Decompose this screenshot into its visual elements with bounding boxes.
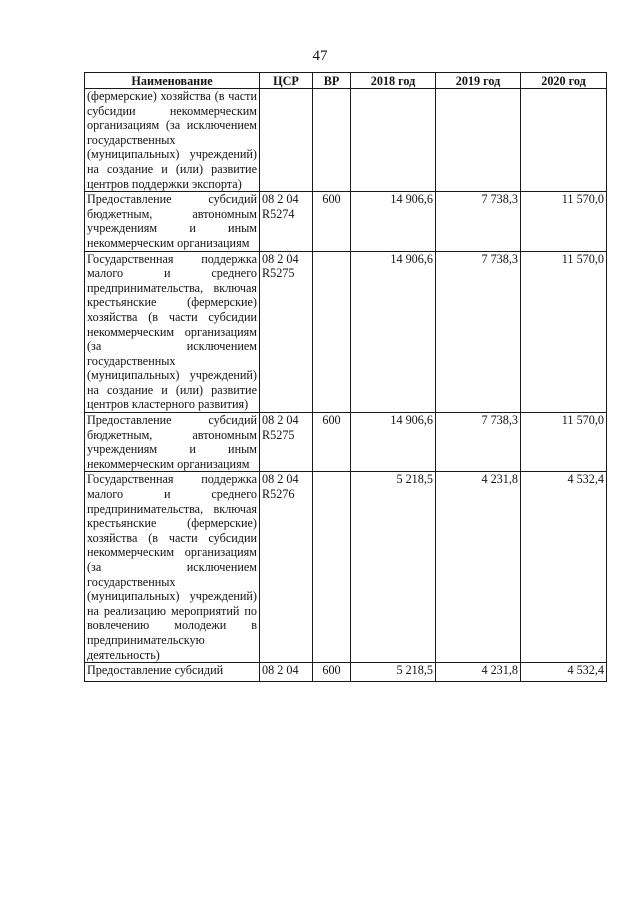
row-2020: 4 532,4	[521, 472, 607, 663]
table-row	[85, 251, 607, 413]
row-name: Предоставление субсидий	[85, 663, 260, 682]
header-2019: 2019 год	[436, 73, 521, 89]
row-2018: 14 906,6	[351, 251, 436, 413]
row-2019: 4 231,8	[436, 663, 521, 682]
row-2019: 7 738,3	[436, 413, 521, 472]
header-csr: ЦСР	[260, 73, 313, 89]
table-row	[85, 663, 607, 682]
table-row	[85, 413, 607, 472]
row-vr	[313, 89, 351, 192]
row-vr	[313, 472, 351, 663]
header-2020: 2020 год	[521, 73, 607, 89]
header-name: Наименование	[85, 73, 260, 89]
row-2019: 4 231,8	[436, 472, 521, 663]
row-csr: 08 2 04 R5275	[260, 251, 313, 413]
row-csr	[260, 89, 313, 192]
row-2018: 5 218,5	[351, 472, 436, 663]
row-name: Государственная поддержка малого и среднего предпринимательства, включая крестьянские (фермерские) хозяйства (в части субсидии некоммерческим организациям (за исключением государственных (муниципальных) учреждений) на создание и (или) развитие центров кластерного развития)	[85, 251, 260, 413]
row-vr: 600	[313, 413, 351, 472]
table-header-row	[85, 73, 607, 89]
row-csr: 08 2 04 R5275	[260, 413, 313, 472]
row-name: (фермерские) хозяйства (в части субсидии некоммерческим организациям (за исключением государственных (муниципальных) учреждений) на создание и (или) развитие центров поддержки экспорта)	[85, 89, 260, 192]
row-2020: 11 570,0	[521, 413, 607, 472]
row-2019: 7 738,3	[436, 251, 521, 413]
header-2018: 2018 год	[351, 73, 436, 89]
row-name: Предоставление субсидий бюджетным, автономным учреждениям и иным некоммерческим организациям	[85, 413, 260, 472]
row-2018	[351, 89, 436, 192]
row-vr: 600	[313, 192, 351, 251]
row-vr: 600	[313, 663, 351, 682]
table-row	[85, 192, 607, 251]
table-row	[85, 89, 607, 192]
row-csr: 08 2 04	[260, 663, 313, 682]
row-name: Государственная поддержка малого и среднего предпринимательства, включая крестьянские (фермерские) хозяйства (в части субсидии некоммерческим организациям (за исключением государственных (муниципальных) учреждений) на реализацию мероприятий по вовлечению молодежи в предпринимательскую деятельность)	[85, 472, 260, 663]
row-2018: 5 218,5	[351, 663, 436, 682]
row-2020	[521, 89, 607, 192]
row-2018: 14 906,6	[351, 413, 436, 472]
row-csr: 08 2 04 R5276	[260, 472, 313, 663]
row-2020: 4 532,4	[521, 663, 607, 682]
page-number: 47	[312, 48, 328, 64]
row-2018: 14 906,6	[351, 192, 436, 251]
row-2020: 11 570,0	[521, 251, 607, 413]
budget-table	[84, 72, 607, 682]
row-2020: 11 570,0	[521, 192, 607, 251]
header-vr: ВР	[313, 73, 351, 89]
row-2019	[436, 89, 521, 192]
row-2019: 7 738,3	[436, 192, 521, 251]
row-csr: 08 2 04 R5274	[260, 192, 313, 251]
row-vr	[313, 251, 351, 413]
row-name: Предоставление субсидий бюджетным, автономным учреждениям и иным некоммерческим организациям	[85, 192, 260, 251]
table-row	[85, 472, 607, 663]
